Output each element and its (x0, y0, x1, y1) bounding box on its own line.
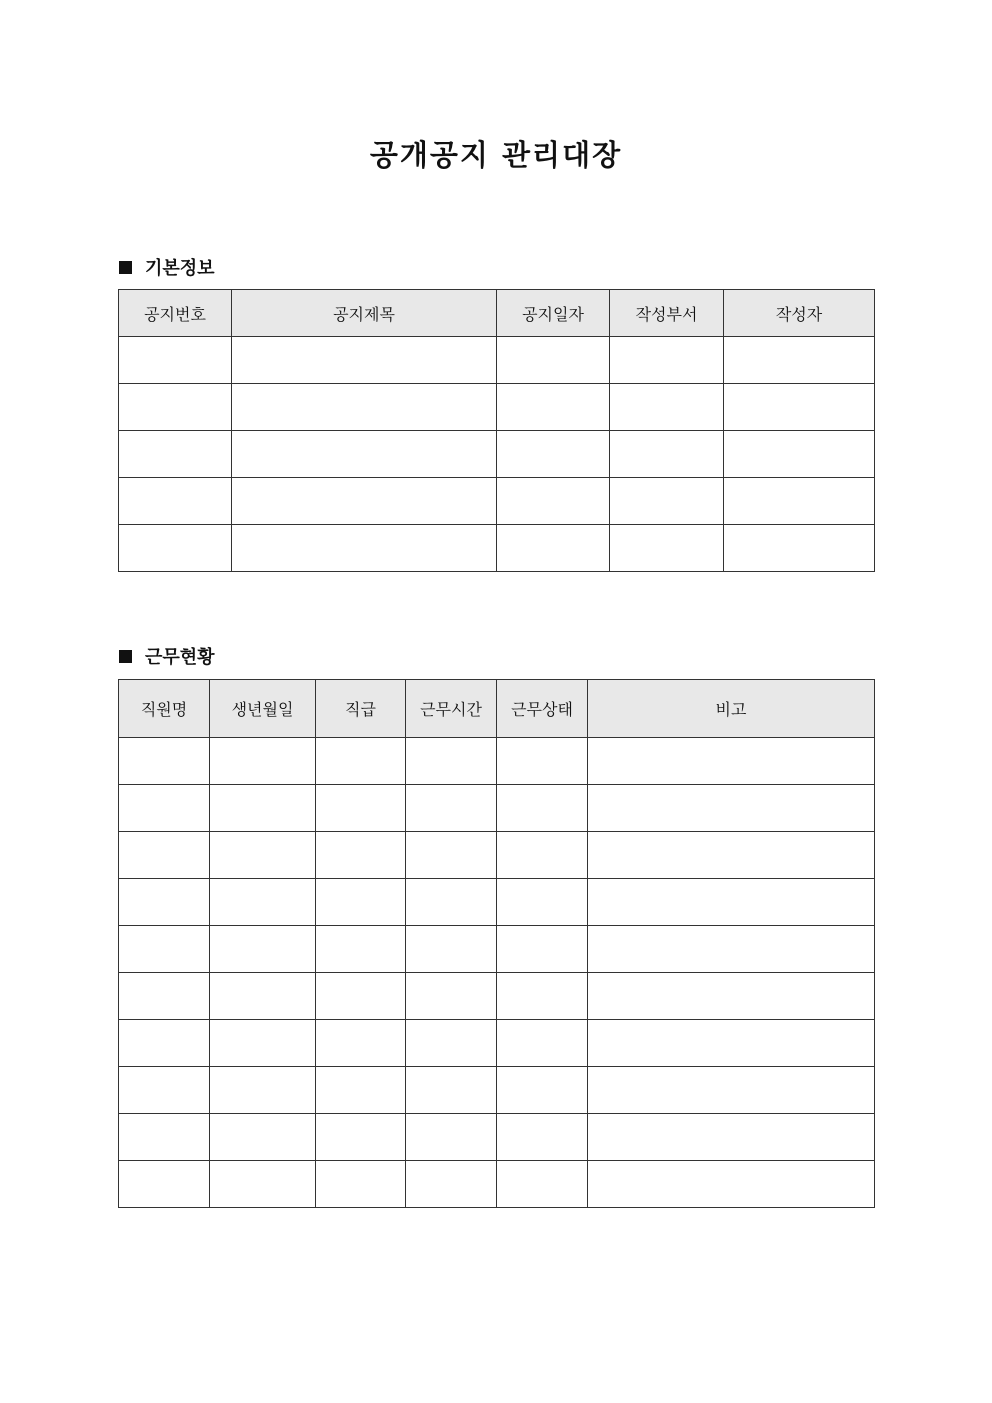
table-cell[interactable] (588, 973, 875, 1020)
table-cell[interactable] (119, 832, 210, 879)
table-cell[interactable] (588, 1067, 875, 1114)
table-cell[interactable] (406, 973, 497, 1020)
table-cell[interactable] (406, 1114, 497, 1161)
table-cell[interactable] (232, 384, 497, 431)
table-header-row (119, 290, 875, 337)
table-cell[interactable] (724, 384, 875, 431)
table-row (119, 384, 875, 431)
table-cell[interactable] (119, 879, 210, 926)
table-cell[interactable] (406, 785, 497, 832)
table-cell[interactable] (588, 926, 875, 973)
table-cell[interactable] (232, 337, 497, 384)
table-cell[interactable] (316, 785, 406, 832)
basic-info-table-body (119, 337, 875, 572)
table-row (119, 1114, 875, 1161)
column-header: 비고 (588, 680, 875, 738)
column-header: 근무상태 (497, 680, 588, 738)
table-cell[interactable] (210, 738, 316, 785)
table-cell[interactable] (497, 384, 610, 431)
table-cell[interactable] (119, 926, 210, 973)
table-cell[interactable] (724, 525, 875, 572)
table-cell[interactable] (610, 525, 724, 572)
table-cell[interactable] (588, 1114, 875, 1161)
table-row (119, 785, 875, 832)
table-cell[interactable] (588, 879, 875, 926)
work-status-table-body (119, 738, 875, 1208)
table-cell[interactable] (406, 1020, 497, 1067)
table-row (119, 879, 875, 926)
table-cell[interactable] (210, 1161, 316, 1208)
table-row (119, 832, 875, 879)
table-row (119, 431, 875, 478)
column-header: 생년월일 (210, 680, 316, 738)
table-cell[interactable] (119, 525, 232, 572)
table-cell[interactable] (588, 738, 875, 785)
column-header: 작성자 (724, 290, 875, 337)
table-cell[interactable] (119, 1114, 210, 1161)
table-cell[interactable] (497, 1020, 588, 1067)
table-cell[interactable] (210, 785, 316, 832)
table-cell[interactable] (316, 1020, 406, 1067)
table-cell[interactable] (316, 879, 406, 926)
square-bullet-icon (119, 261, 132, 274)
column-header: 공지번호 (119, 290, 232, 337)
column-header: 작성부서 (610, 290, 724, 337)
table-cell[interactable] (119, 738, 210, 785)
table-cell[interactable] (232, 431, 497, 478)
table-cell[interactable] (316, 738, 406, 785)
table-cell[interactable] (316, 832, 406, 879)
table-cell[interactable] (316, 1161, 406, 1208)
table-cell[interactable] (497, 879, 588, 926)
section-heading-basic-info (119, 254, 215, 280)
table-cell[interactable] (406, 1067, 497, 1114)
table-cell[interactable] (610, 478, 724, 525)
table-cell[interactable] (497, 738, 588, 785)
table-cell[interactable] (497, 337, 610, 384)
column-header: 공지제목 (232, 290, 497, 337)
table-cell[interactable] (210, 879, 316, 926)
table-cell[interactable] (232, 478, 497, 525)
table-cell[interactable] (724, 478, 875, 525)
table-cell[interactable] (497, 525, 610, 572)
table-cell[interactable] (210, 973, 316, 1020)
column-header: 근무시간 (406, 680, 497, 738)
section-heading-label: 근무현황 (145, 647, 215, 668)
table-cell[interactable] (119, 337, 232, 384)
page-title: 공개공지 관리대장 (369, 138, 623, 172)
table-cell[interactable] (316, 926, 406, 973)
table-cell[interactable] (724, 431, 875, 478)
table-cell[interactable] (210, 1067, 316, 1114)
table-cell[interactable] (610, 337, 724, 384)
table-cell[interactable] (497, 1067, 588, 1114)
table-cell[interactable] (588, 1161, 875, 1208)
section-heading-label: 기본정보 (145, 258, 215, 279)
table-row (119, 337, 875, 384)
table-cell[interactable] (316, 1114, 406, 1161)
table-row (119, 738, 875, 785)
table-row (119, 926, 875, 973)
table-cell[interactable] (210, 832, 316, 879)
table-cell[interactable] (610, 384, 724, 431)
column-header: 공지일자 (497, 290, 610, 337)
table-cell[interactable] (406, 832, 497, 879)
table-cell[interactable] (119, 431, 232, 478)
table-cell[interactable] (497, 785, 588, 832)
table-cell[interactable] (119, 384, 232, 431)
table-cell[interactable] (119, 478, 232, 525)
table-cell[interactable] (316, 1067, 406, 1114)
table-cell[interactable] (406, 879, 497, 926)
table-cell[interactable] (497, 1161, 588, 1208)
table-cell[interactable] (497, 973, 588, 1020)
table-row (119, 973, 875, 1020)
square-bullet-icon (119, 650, 132, 663)
table-cell[interactable] (406, 738, 497, 785)
table-cell[interactable] (119, 1161, 210, 1208)
table-row (119, 525, 875, 572)
table-cell[interactable] (119, 973, 210, 1020)
table-row (119, 1161, 875, 1208)
table-cell[interactable] (119, 1067, 210, 1114)
table-row (119, 478, 875, 525)
table-header-row (119, 680, 875, 738)
table-cell[interactable] (210, 1114, 316, 1161)
table-cell[interactable] (588, 785, 875, 832)
table-cell[interactable] (316, 973, 406, 1020)
section-heading-work-status (119, 643, 215, 669)
table-cell[interactable] (406, 926, 497, 973)
column-header: 직원명 (119, 680, 210, 738)
table-cell[interactable] (497, 478, 610, 525)
table-row (119, 1067, 875, 1114)
table-cell[interactable] (119, 1020, 210, 1067)
table-cell[interactable] (497, 926, 588, 973)
column-header: 직급 (316, 680, 406, 738)
table-cell[interactable] (210, 1020, 316, 1067)
table-cell[interactable] (588, 1020, 875, 1067)
table-cell[interactable] (210, 926, 316, 973)
table-cell[interactable] (610, 431, 724, 478)
table-cell[interactable] (497, 1114, 588, 1161)
table-cell[interactable] (724, 337, 875, 384)
table-cell[interactable] (406, 1161, 497, 1208)
table-cell[interactable] (497, 832, 588, 879)
table-cell[interactable] (497, 431, 610, 478)
basic-info-table (118, 289, 875, 572)
table-cell[interactable] (588, 832, 875, 879)
table-cell[interactable] (232, 525, 497, 572)
table-cell[interactable] (119, 785, 210, 832)
table-row (119, 1020, 875, 1067)
work-status-table (118, 679, 875, 1208)
